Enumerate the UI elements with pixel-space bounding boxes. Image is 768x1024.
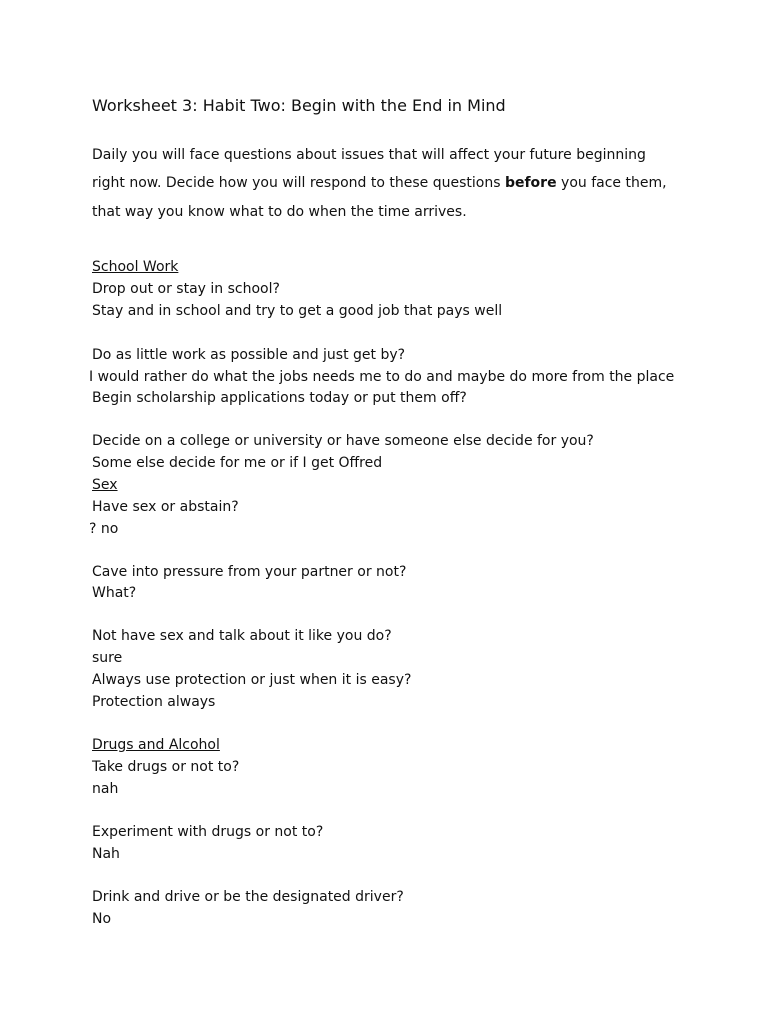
drugs-question-1: Take drugs or not to? <box>92 759 240 775</box>
school-question-3: Begin scholarship applications today or put them off? <box>92 390 467 406</box>
school-question-4: Decide on a college or university or have someone else decide for you? <box>92 433 594 449</box>
drugs-question-2: Experiment with drugs or not to? <box>92 824 324 840</box>
school-work-heading: School Work <box>92 259 179 275</box>
school-question-1: Drop out or stay in school? <box>92 281 280 297</box>
intro-line-3: that way you know what to do when the time arrives. <box>92 204 467 220</box>
sex-question-2: Cave into pressure from your partner or not? <box>92 564 407 580</box>
intro-line-2-end: you face them, <box>556 175 667 191</box>
intro-line-2 <box>92 174 667 192</box>
school-answer-2: I would rather do what the jobs needs me to do and maybe do more from the place <box>89 369 675 385</box>
drugs-heading: Drugs and Alcohol <box>92 737 220 753</box>
drugs-question-3: Drink and drive or be the designated driver? <box>92 889 404 905</box>
worksheet-title: Worksheet 3: Habit Two: Begin with the End in Mind <box>92 96 506 115</box>
sex-question-1: Have sex or abstain? <box>92 499 239 515</box>
school-answer-1: Stay and in school and try to get a good job that pays well <box>92 303 503 319</box>
sex-question-3: Not have sex and talk about it like you do? <box>92 628 392 644</box>
intro-bold-word: before <box>504 175 557 191</box>
sex-answer-4: Protection always <box>92 694 216 710</box>
intro-line-2-start: right now. Decide how you will respond to these questions <box>92 175 505 191</box>
sex-answer-1: ? no <box>89 521 119 537</box>
school-answer-4: Some else decide for me or if I get Offred <box>92 455 383 471</box>
intro-line-1: Daily you will face questions about issues that will affect your future beginning <box>92 147 646 163</box>
sex-heading: Sex <box>92 477 118 493</box>
sex-question-4: Always use protection or just when it is easy? <box>92 672 412 688</box>
drugs-answer-3: No <box>92 911 112 927</box>
drugs-answer-2: Nah <box>92 846 120 862</box>
sex-answer-2: What? <box>92 585 137 601</box>
sex-answer-3: sure <box>92 650 123 666</box>
school-question-2: Do as little work as possible and just get by? <box>92 347 406 363</box>
drugs-answer-1: nah <box>92 781 119 797</box>
